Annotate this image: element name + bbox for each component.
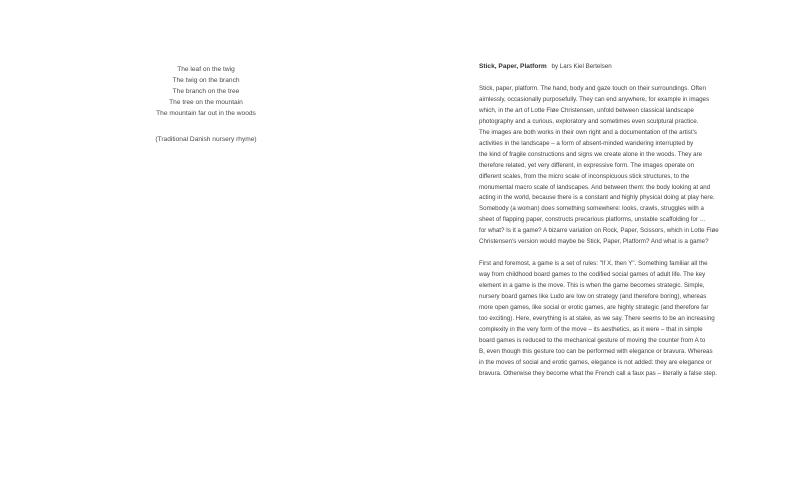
essay-heading	[479, 62, 779, 73]
text-line: for what? Is it a game? A bizarre variation on Rock, Paper, Scissors, which in Lotte Fløe	[479, 227, 719, 235]
text-line: activities in the landscape – a form of absent-minded wandering interrupted by	[479, 139, 694, 147]
poem-line: The branch on the tree	[172, 88, 240, 95]
text-line: therefore related, yet very different, in expressive form. The images operate on	[479, 161, 695, 169]
poem-line: The tree on the mountain	[169, 99, 243, 106]
text-line: more open games, like social or erotic games, are highly strategic (and therefore far	[479, 304, 709, 312]
text-line: different scales, from the micro scale of inconspicuous stick structures, to the	[479, 172, 690, 180]
text-line: aimlessly, occasionally purposefully. They can end anywhere, for example in images	[479, 95, 710, 103]
text-line: First and foremost, a game is a set of rules: "If X, then Y". Something familiar all the	[479, 260, 708, 268]
text-line: monumental macro scale of landscapes. And between them: the body looking at and	[479, 183, 711, 191]
text-line: too exciting). Here, everything is at stake, as we say. There seems to be an increasing	[479, 315, 715, 323]
text-line: Stick, paper, platform. The hand, body and gaze touch on their surroundings. Often	[479, 84, 706, 92]
text-line: bravura. Otherwise they become what the French call a faux pas – literally a false step.	[479, 369, 717, 377]
essay	[479, 62, 779, 391]
text-line: The images are both works in their own right and a documentation of the artist's	[479, 128, 697, 136]
text-line: board games is reduced to the mechanical gesture of moving the counter from A to	[479, 336, 706, 344]
nursery-rhyme	[118, 64, 294, 145]
text-line: photography and a curious, exploratory and sometimes even sculptural practice.	[479, 117, 699, 125]
poem-line: The twig on the branch	[172, 77, 240, 84]
poem-line: The leaf on the twig	[177, 66, 235, 73]
right-page	[397, 0, 794, 485]
text-line: which, in the art of Lotte Fløe Christensen, unfold between classical landscape	[479, 106, 694, 114]
essay-byline: by Lars Kiel Bertelsen	[551, 63, 612, 70]
text-line: sheet of flapping paper, constructs precarious platforms, unstable scaffolding for …	[479, 216, 706, 224]
text-line: acting in the world, because there is a constant and highly physical doing at play here.	[479, 194, 715, 202]
poem-source: (Traditional Danish nursery rhyme)	[155, 136, 257, 143]
text-line: the kind of fragile constructions and signs we create alone in the woods. They are	[479, 150, 703, 158]
poem-line: The mountain far out in the woods	[156, 110, 256, 117]
text-line: nursery board games like Ludo are low on strategy (and therefore boring), whereas	[479, 293, 707, 301]
text-line: Somebody (a woman) does something somewhere: looks, crawls, struggles with a	[479, 205, 704, 213]
text-line: in the moves of social and erotic games, elegance is not added: they are elegance or	[479, 358, 712, 366]
text-line: B, even though this gesture too can be performed with elegance or bravura. Whereas	[479, 347, 713, 355]
text-line: Christensen's version would maybe be Stick, Paper, Platform? And what is a game?	[479, 238, 709, 246]
essay-title: Stick, Paper, Platform	[479, 63, 547, 70]
text-line: way from childhood board games to the codified social games of adult life. The key	[479, 271, 706, 279]
paragraph-1	[479, 84, 779, 248]
text-line: complexity in the very form of the move – its aesthetics, as it were – that in simple	[479, 325, 703, 333]
text-line: element in a game is the move. This is when the game becomes strategic. Simple,	[479, 282, 705, 290]
paragraph-2	[479, 259, 779, 379]
